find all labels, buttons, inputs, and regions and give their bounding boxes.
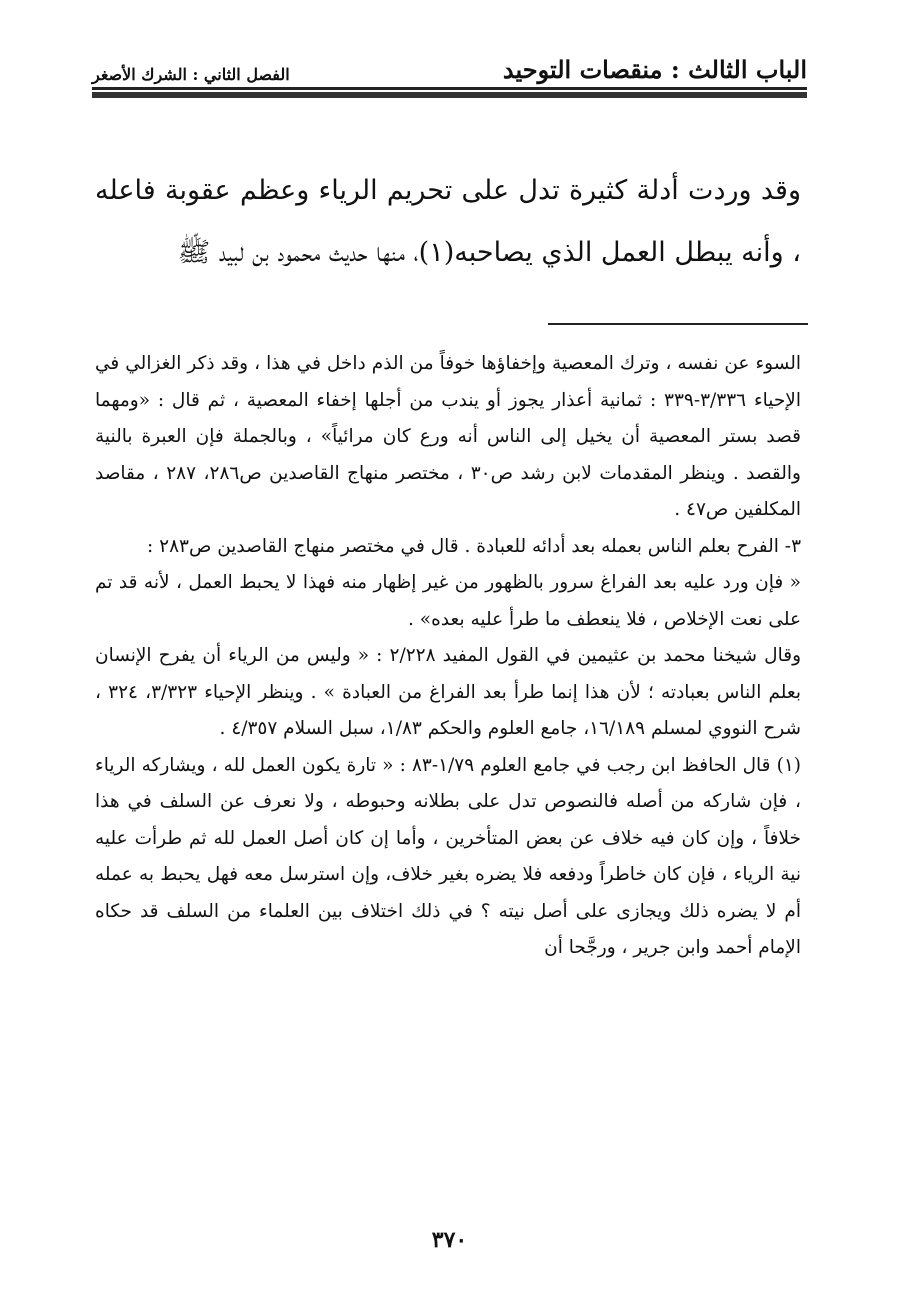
header-rule-thick <box>92 92 807 98</box>
header-rule-thin <box>92 87 807 90</box>
main-text <box>95 160 801 284</box>
footnote-continued: السوء عن نفسه ، وترك المعصية وإخفاؤها خوفاً من الذم داخل في هذا ، وقد ذكر الغزالي في الإحياء ٣/٣٣٦-٣٣٩ : ثمانية أعذار يجوز أو يندب من أجلها إخفاء المعصية ، ثم قال : «ومهما قصد بستر المعصية أن يخيل إلى الناس أنه ورع كان مرائياً» ، وبالجملة فإن العبرة بالنية والقصد . وينظر المقدمات لابن رشد ص٣٠ ، مختصر منهاج القاصدين ص٢٨٦، ٢٨٧ ، مقاصد المكلفين ص٤٧ . <box>95 353 801 520</box>
page-number: ٣٧٠ <box>431 1227 468 1253</box>
footnote-item-3-ibn-uthaymin: وقال شيخنا محمد بن عثيمين في القول المفيد ٢/٢٢٨ : « وليس من الرياء أن يفرح الإنسان بعلم الناس بعبادته ؛ لأن هذا إنما طرأ بعد الفراغ من العبادة » . وينظر الإحياء ٣/٣٢٣، ٣٢٤ ، شرح النووي لمسلم ١٦/١٨٩، جامع العلوم والحكم ١/٨٣، سبل السلام ٤/٣٥٧ . <box>95 645 802 739</box>
footnote-item-3-quote: « فإن ورد عليه بعد الفراغ سرور بالظهور من غير إظهار منه فهذا لا يحبط العمل ، لأنه قد تم على نعت الإخلاص ، فلا ينعطف ما طرأ عليه بعده» . <box>95 572 801 630</box>
footnote-item-3-intro: ٣- الفرح بعلم الناس بعمله بعد أدائه للعبادة . قال في مختصر منهاج القاصدين ص٢٨٣ : <box>147 535 801 557</box>
running-header <box>92 44 807 84</box>
main-paragraph: وقد وردت أدلة كثيرة تدل على تحريم الرياء وعظم عقوبة فاعله ، وأنه يبطل العمل الذي يصاحبه(١)، منها حديث محمود بن لبيد ﷺ <box>95 175 801 268</box>
footnotes <box>95 346 801 967</box>
footnote-separator <box>548 323 808 325</box>
footnote-1: (١) قال الحافظ ابن رجب في جامع العلوم ١/٧٩-٨٣ : « تارة يكون العمل لله ، ويشاركه الرياء ، فإن شاركه من أصله فالنصوص تدل على بطلانه وحبوطه ، ولا نعرف عن السلف في هذا خلافاً ، وإن كان فيه خلاف عن بعض المتأخرين ، وأما إن كان أصل العمل لله ثم طرأت عليه نية الرياء ، فإن كان خاطراً ودفعه فلا يضره بغير خلاف، وإن استرسل معه فهل يحبط به عمله أم لا يضره ذلك ويجازى على أصل نيته ؟ في ذلك اختلاف بين العلماء من السلف قد حكاه الإمام أحمد وابن جرير ، ورجَّحا أن <box>95 754 802 958</box>
section-title: الفصل الثاني : الشرك الأصغر <box>92 65 290 84</box>
chapter-title: الباب الثالث : منقصات التوحيد <box>502 55 807 84</box>
